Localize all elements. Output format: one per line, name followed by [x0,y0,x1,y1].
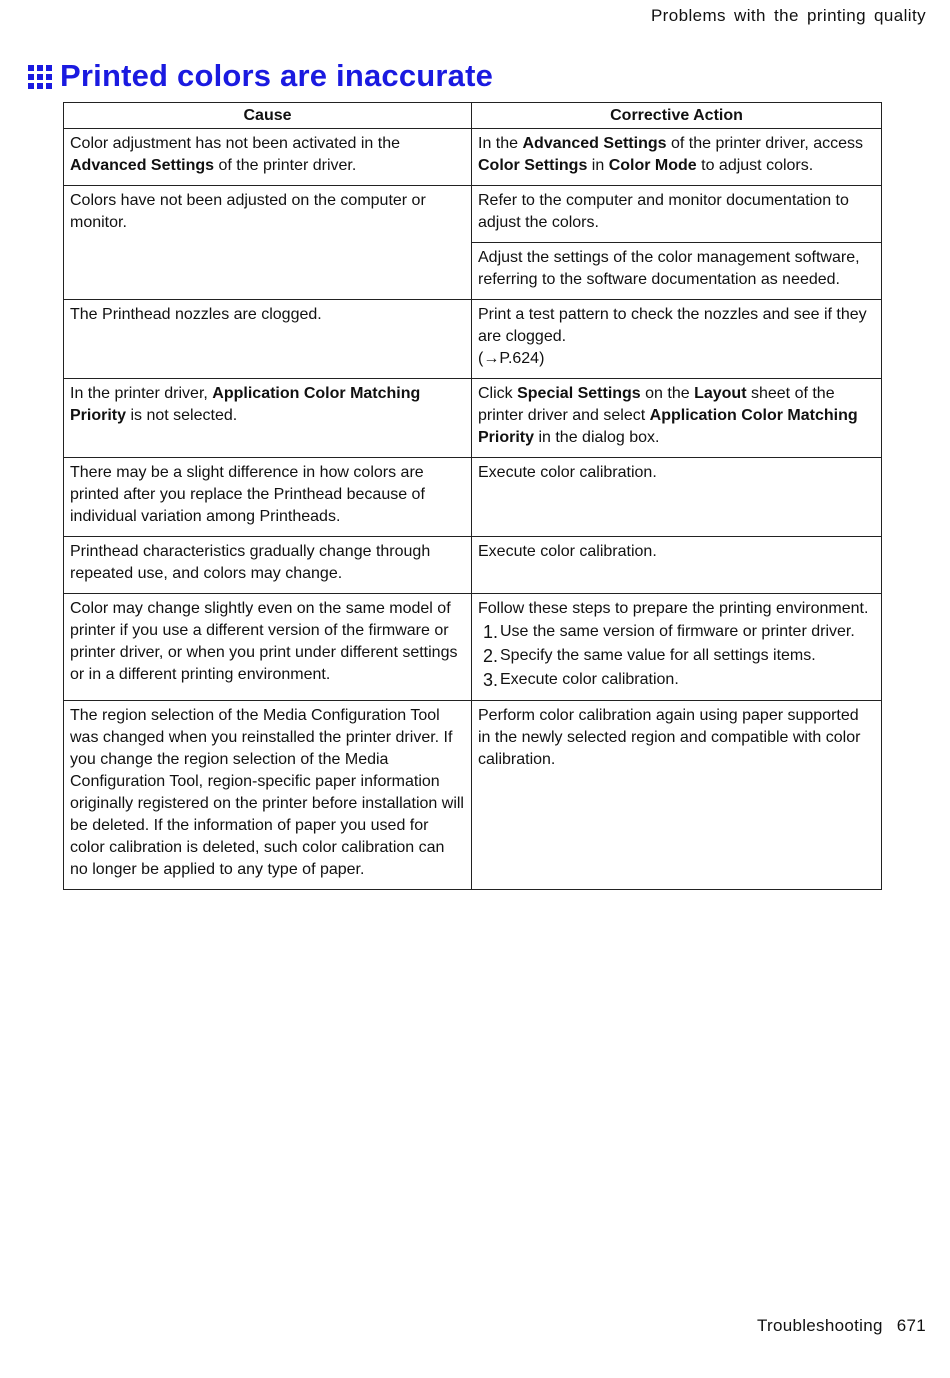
page-title: Printed colors are inaccurate [60,58,494,93]
table-row [64,701,882,890]
action-cell: Refer to the computer and monitor documentation to adjust the colors. [472,186,882,243]
action-cell [472,594,882,701]
cause-cell: Color adjustment has not been activated in the Advanced Settings of the printer driver. [64,129,472,186]
steps-intro: Follow these steps to prepare the printing environment. [478,600,869,617]
table-row [64,594,882,701]
page-footer [757,1316,926,1336]
cause-cell: In the printer driver, Application Color Matching Priority is not selected. [64,379,472,458]
column-header-corrective-action: Corrective Action [472,103,882,129]
table-row [64,186,882,243]
column-header-cause: Cause [64,103,472,129]
action-cell: In the Advanced Settings of the printer driver, access Color Settings in Color Mode to adjust colors. [472,129,882,186]
action-cell: Adjust the settings of the color management software, referring to the software documentation as needed. [472,243,882,300]
running-header: Problems with the printing quality [650,6,926,25]
action-cell: Perform color calibration again using paper supported in the newly selected region and compatible with color calibration. [472,701,882,890]
list-item: 1. Use the same version of firmware or printer driver. [482,622,855,642]
grid-bullet-icon [28,65,52,89]
cause-cell: The Printhead nozzles are clogged. [64,300,472,379]
footer-section-label: Troubleshooting [756,1316,883,1335]
action-cell: Execute color calibration. [472,537,882,594]
action-cell: Print a test pattern to check the nozzles and see if they are clogged. (→P.624) [472,300,882,379]
section-heading [28,58,493,94]
table-row [64,537,882,594]
table-row [64,379,882,458]
cause-cell: The region selection of the Media Configuration Tool was changed when you reinstalled the printer driver. If you change the region selection of the Media Configuration Tool, region-specific paper information originally registered on the printer before installation will be deleted. If the information of paper you used for color calibration is deleted, such color calibration can no longer be applied to any type of paper. [64,701,472,890]
cause-cell: Printhead characteristics gradually change through repeated use, and colors may change. [64,537,472,594]
cause-cell: Colors have not been adjusted on the computer or monitor. [64,186,472,300]
table-row [64,458,882,537]
table-header-row [64,103,882,129]
action-cell: Execute color calibration. [472,458,882,537]
cause-cell: There may be a slight difference in how colors are printed after you replace the Printhead because of individual variation among Printheads. [64,458,472,537]
page-reference-link[interactable]: (→P.624) [478,350,545,367]
troubleshooting-table [63,102,882,890]
cause-cell: Color may change slightly even on the same model of printer if you use a different version of the firmware or printer driver, or when you print under different settings or in a different printing environment. [64,594,472,701]
table-row [64,300,882,379]
page-number: 671 [896,1316,926,1335]
steps-list [478,620,875,692]
table-row [64,129,882,186]
action-cell: Click Special Settings on the Layout sheet of the printer driver and select Application Color Matching Priority in the dialog box. [472,379,882,458]
list-item: 2. Specify the same value for all settings items. [482,646,816,666]
list-item: 3. Execute color calibration. [482,670,679,690]
